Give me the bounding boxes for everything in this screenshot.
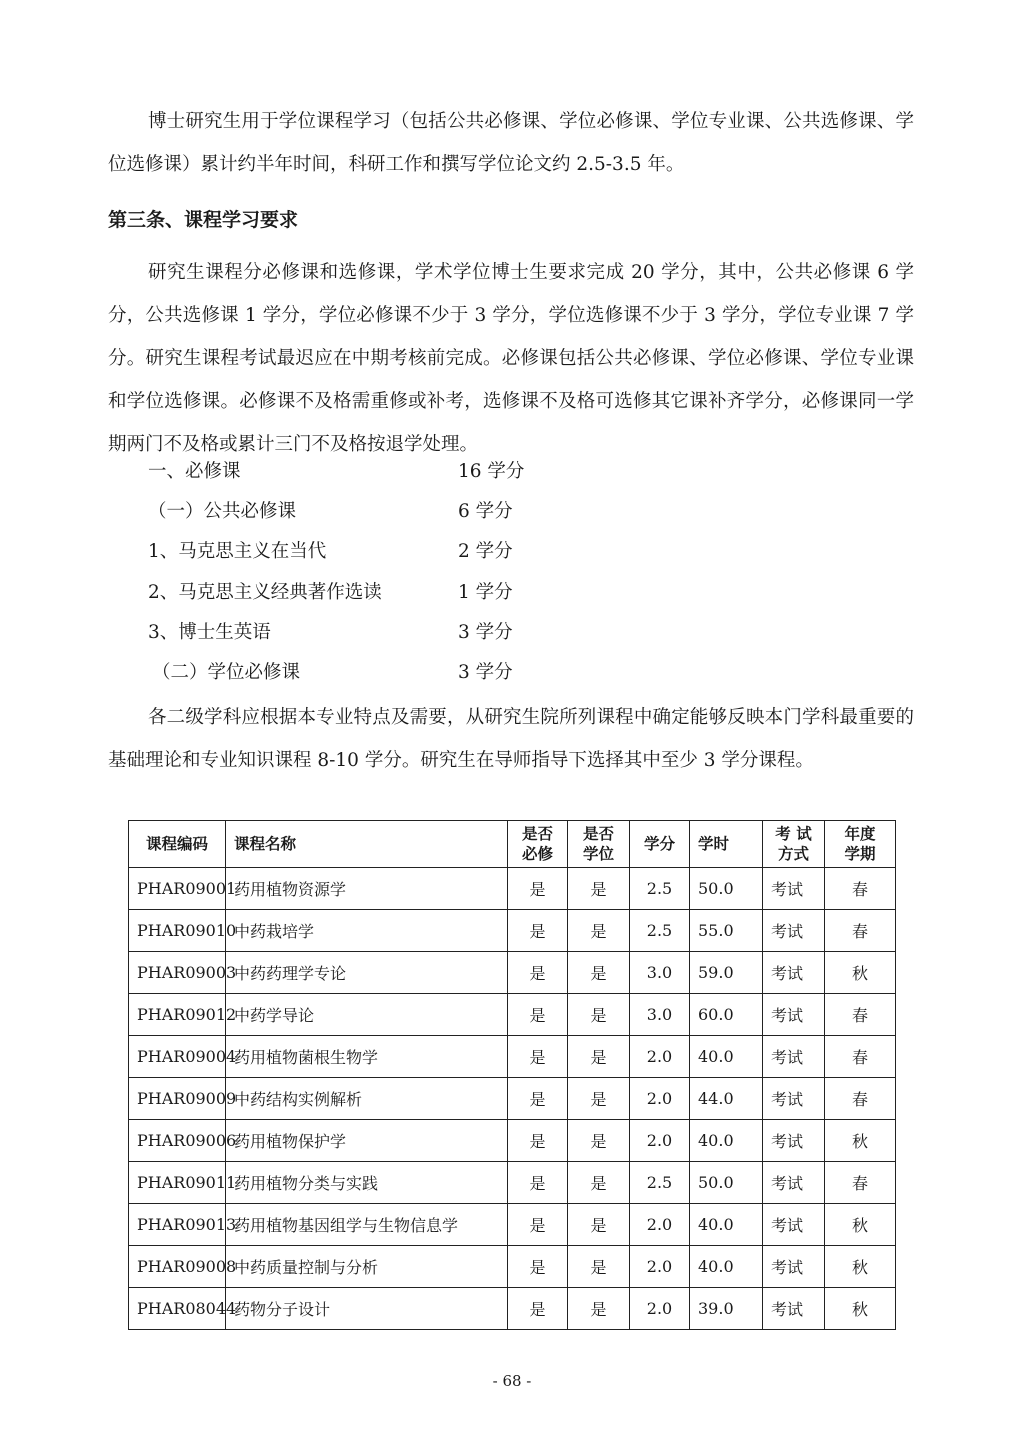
course-hours: 44.0 bbox=[690, 1078, 763, 1120]
credit-item-name: 一、必修课 bbox=[148, 461, 241, 482]
course-credits: 2.0 bbox=[630, 1078, 690, 1120]
credit-item bbox=[148, 452, 648, 492]
course-term: 秋 bbox=[825, 1204, 896, 1246]
course-hours: 50.0 bbox=[690, 1162, 763, 1204]
course-degree: 是 bbox=[568, 1246, 630, 1288]
header-degree: 是否 学位 bbox=[568, 821, 630, 868]
course-required: 是 bbox=[508, 1120, 568, 1162]
course-name: 药用植物基因组学与生物信息学 bbox=[226, 1204, 508, 1246]
course-name: 药用植物保护学 bbox=[226, 1120, 508, 1162]
course-name: 中药质量控制与分析 bbox=[226, 1246, 508, 1288]
table-row bbox=[129, 1036, 896, 1078]
table-row bbox=[129, 1246, 896, 1288]
course-degree: 是 bbox=[568, 952, 630, 994]
course-hours: 40.0 bbox=[690, 1036, 763, 1078]
credit-item-value: 2 学分 bbox=[458, 541, 513, 563]
page-number: - 68 - bbox=[492, 1372, 532, 1390]
course-credits: 2.0 bbox=[630, 1288, 690, 1330]
header-term: 年度 学期 bbox=[825, 821, 896, 868]
header-credits: 学分 bbox=[630, 821, 690, 868]
table-row bbox=[129, 994, 896, 1036]
section-heading: 第三条、课程学习要求 bbox=[108, 209, 299, 231]
header-course-code: 课程编码 bbox=[129, 821, 226, 868]
course-term: 春 bbox=[825, 1162, 896, 1204]
course-code: PHAR09013 bbox=[129, 1204, 226, 1246]
course-degree: 是 bbox=[568, 910, 630, 952]
course-exam-method: 考试 bbox=[763, 1120, 825, 1162]
course-name: 中药学导论 bbox=[226, 994, 508, 1036]
table-row bbox=[129, 1078, 896, 1120]
requirements-paragraph: 研究生课程分必修课和选修课，学术学位博士生要求完成 20 学分，其中，公共必修课 6 学分，公共选修课 1 学分，学位必修课不少于 3 学分，学位选修课不少于 3 学分，学位专业课 7 学分。研究生课程考试最迟应在中期考核前完成。必修课包括公共必修课、学位必修课、学位专业课和学位选修课。必修课不及格需重修或补考，选修课不及格可选修其它课补齐学分，必修课同一学期两门不及格或累计三门不及格按退学处理。 bbox=[108, 262, 914, 455]
course-term: 春 bbox=[825, 994, 896, 1036]
course-exam-method: 考试 bbox=[763, 868, 825, 910]
course-hours: 55.0 bbox=[690, 910, 763, 952]
credit-item bbox=[148, 613, 648, 653]
course-term: 秋 bbox=[825, 1288, 896, 1330]
course-required: 是 bbox=[508, 1204, 568, 1246]
course-required: 是 bbox=[508, 1036, 568, 1078]
credit-item-name: 3、博士生英语 bbox=[148, 621, 271, 643]
course-exam-method: 考试 bbox=[763, 952, 825, 994]
course-credits: 2.5 bbox=[630, 868, 690, 910]
course-credits: 3.0 bbox=[630, 994, 690, 1036]
course-exam-method: 考试 bbox=[763, 1204, 825, 1246]
course-required: 是 bbox=[508, 1288, 568, 1330]
course-degree: 是 bbox=[568, 1204, 630, 1246]
course-exam-method: 考试 bbox=[763, 1036, 825, 1078]
credit-item-name: （一）公共必修课 bbox=[148, 501, 297, 523]
course-name: 药用植物菌根生物学 bbox=[226, 1036, 508, 1078]
credit-item bbox=[148, 573, 648, 613]
course-hours: 40.0 bbox=[690, 1204, 763, 1246]
course-required: 是 bbox=[508, 1078, 568, 1120]
course-degree: 是 bbox=[568, 994, 630, 1036]
course-required: 是 bbox=[508, 1162, 568, 1204]
header-exam-method: 考 试 方式 bbox=[763, 821, 825, 868]
course-credits: 2.0 bbox=[630, 1204, 690, 1246]
table-row bbox=[129, 910, 896, 952]
degree-required-note: 各二级学科应根据本专业特点及需要，从研究生院所列课程中确定能够反映本门学科最重要的基础理论和专业知识课程 8-10 学分。研究生在导师指导下选择其中至少 3 学分课程。 bbox=[108, 707, 914, 771]
course-code: PHAR09008 bbox=[129, 1246, 226, 1288]
course-name: 药物分子设计 bbox=[226, 1288, 508, 1330]
course-term: 秋 bbox=[825, 1246, 896, 1288]
header-required: 是否 必修 bbox=[508, 821, 568, 868]
course-name: 中药结构实例解析 bbox=[226, 1078, 508, 1120]
credit-item bbox=[148, 492, 648, 532]
course-hours: 40.0 bbox=[690, 1246, 763, 1288]
course-table bbox=[128, 820, 896, 1330]
table-row bbox=[129, 1204, 896, 1246]
course-exam-method: 考试 bbox=[763, 994, 825, 1036]
course-name: 中药栽培学 bbox=[226, 910, 508, 952]
course-exam-method: 考试 bbox=[763, 1246, 825, 1288]
course-exam-method: 考试 bbox=[763, 1162, 825, 1204]
course-exam-method: 考试 bbox=[763, 1288, 825, 1330]
header-hours: 学时 bbox=[690, 821, 763, 868]
course-name: 中药药理学专论 bbox=[226, 952, 508, 994]
table-row bbox=[129, 952, 896, 994]
course-code: PHAR09001 bbox=[129, 868, 226, 910]
table-row bbox=[129, 1288, 896, 1330]
course-term: 春 bbox=[825, 1036, 896, 1078]
course-credits: 2.5 bbox=[630, 910, 690, 952]
course-degree: 是 bbox=[568, 868, 630, 910]
table-row bbox=[129, 1162, 896, 1204]
credit-item-value: 3 学分 bbox=[458, 661, 513, 683]
table-row bbox=[129, 868, 896, 910]
course-hours: 39.0 bbox=[690, 1288, 763, 1330]
credit-item bbox=[148, 532, 648, 572]
credit-item-value: 16 学分 bbox=[458, 461, 525, 482]
credit-item-value: 1 学分 bbox=[458, 581, 513, 603]
table-header-row bbox=[129, 821, 896, 868]
credit-item-name: 2、马克思主义经典著作选读 bbox=[148, 581, 382, 603]
course-hours: 59.0 bbox=[690, 952, 763, 994]
course-code: PHAR09006 bbox=[129, 1120, 226, 1162]
course-degree: 是 bbox=[568, 1078, 630, 1120]
credit-item-name: （二）学位必修课 bbox=[152, 661, 301, 683]
course-hours: 50.0 bbox=[690, 868, 763, 910]
course-term: 春 bbox=[825, 868, 896, 910]
course-exam-method: 考试 bbox=[763, 1078, 825, 1120]
course-name: 药用植物资源学 bbox=[226, 868, 508, 910]
intro-paragraph: 博士研究生用于学位课程学习（包括公共必修课、学位必修课、学位专业课、公共选修课、学位选修课）累计约半年时间，科研工作和撰写学位论文约 2.5-3.5 年。 bbox=[108, 111, 914, 175]
table-row bbox=[129, 1120, 896, 1162]
course-credits: 2.5 bbox=[630, 1162, 690, 1204]
course-code: PHAR09009 bbox=[129, 1078, 226, 1120]
course-term: 春 bbox=[825, 910, 896, 952]
course-degree: 是 bbox=[568, 1288, 630, 1330]
course-code: PHAR09003 bbox=[129, 952, 226, 994]
course-code: PHAR08044 bbox=[129, 1288, 226, 1330]
course-code: PHAR09011 bbox=[129, 1162, 226, 1204]
course-code: PHAR09010 bbox=[129, 910, 226, 952]
credit-item bbox=[148, 653, 648, 693]
course-degree: 是 bbox=[568, 1162, 630, 1204]
course-required: 是 bbox=[508, 1246, 568, 1288]
course-term: 秋 bbox=[825, 952, 896, 994]
course-required: 是 bbox=[508, 910, 568, 952]
credit-item-name: 1、马克思主义在当代 bbox=[148, 541, 327, 563]
course-term: 春 bbox=[825, 1078, 896, 1120]
credit-list bbox=[148, 452, 648, 693]
course-term: 秋 bbox=[825, 1120, 896, 1162]
course-exam-method: 考试 bbox=[763, 910, 825, 952]
course-required: 是 bbox=[508, 952, 568, 994]
header-course-name: 课程名称 bbox=[226, 821, 508, 868]
course-hours: 60.0 bbox=[690, 994, 763, 1036]
course-required: 是 bbox=[508, 868, 568, 910]
credit-item-value: 6 学分 bbox=[458, 501, 513, 523]
course-degree: 是 bbox=[568, 1036, 630, 1078]
credit-item-value: 3 学分 bbox=[458, 621, 513, 643]
course-credits: 3.0 bbox=[630, 952, 690, 994]
course-hours: 40.0 bbox=[690, 1120, 763, 1162]
course-code: PHAR09012 bbox=[129, 994, 226, 1036]
course-credits: 2.0 bbox=[630, 1246, 690, 1288]
course-required: 是 bbox=[508, 994, 568, 1036]
course-credits: 2.0 bbox=[630, 1036, 690, 1078]
course-code: PHAR09004 bbox=[129, 1036, 226, 1078]
course-name: 药用植物分类与实践 bbox=[226, 1162, 508, 1204]
course-degree: 是 bbox=[568, 1120, 630, 1162]
course-credits: 2.0 bbox=[630, 1120, 690, 1162]
